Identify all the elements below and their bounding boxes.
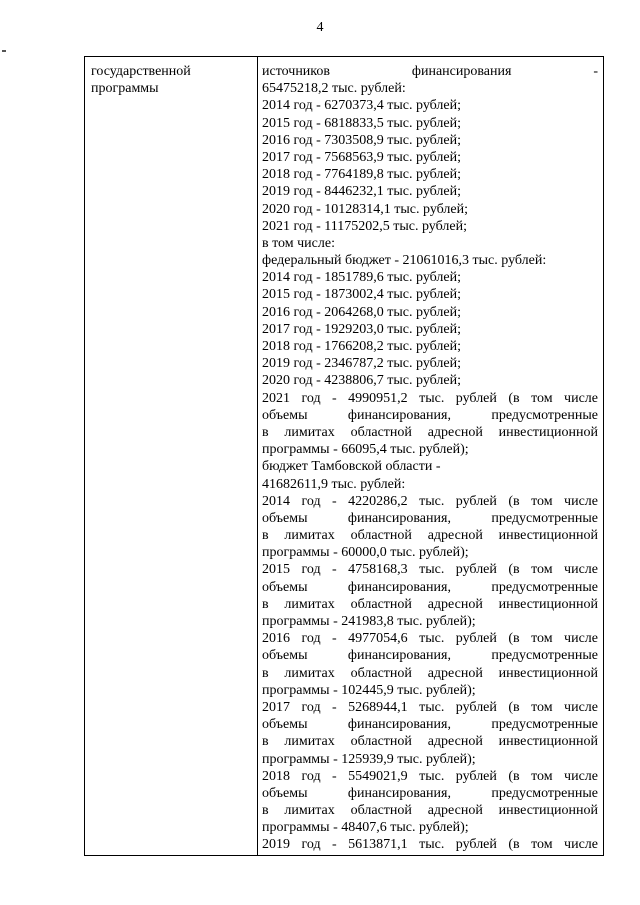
funding-line: объемы финансирования, предусмотренные xyxy=(262,579,598,595)
funding-line: бюджет Тамбовской области - xyxy=(262,459,441,475)
column-divider xyxy=(257,57,258,855)
label-line-1: государственной xyxy=(91,64,191,79)
funding-line: 2016 год - 2064268,0 тыс. рублей; xyxy=(262,304,462,320)
funding-line: программы - 102445,9 тыс. рублей); xyxy=(262,682,476,698)
funding-line: 2020 год - 10128314,1 тыс. рублей; xyxy=(262,201,469,217)
funding-line: объемы финансирования, предусмотренные xyxy=(262,648,598,664)
funding-line: программы - 60000,0 тыс. рублей); xyxy=(262,545,469,561)
funding-line: в лимитах областной адресной инвестиционной xyxy=(262,596,598,612)
funding-line: в лимитах областной адресной инвестиционной xyxy=(262,665,598,681)
funding-line: в лимитах областной адресной инвестиционной xyxy=(262,803,598,819)
funding-line: 65475218,2 тыс. рублей: xyxy=(262,81,406,97)
funding-line: программы - 66095,4 тыс. рублей); xyxy=(262,442,469,458)
funding-line: 2015 год - 4758168,3 тыс. рублей (в том числе xyxy=(262,562,598,578)
funding-line: 2017 год - 5268944,1 тыс. рублей (в том числе xyxy=(262,699,598,715)
funding-line: 2015 год - 6818833,5 тыс. рублей; xyxy=(262,115,462,131)
funding-line: объемы финансирования, предусмотренные xyxy=(262,717,598,733)
funding-line: объемы финансирования, предусмотренные xyxy=(262,785,598,801)
funding-line: 2015 год - 1873002,4 тыс. рублей; xyxy=(262,287,462,303)
program-label-cell xyxy=(91,63,251,97)
page-number: 4 xyxy=(316,20,324,35)
funding-line: 2016 год - 7303508,9 тыс. рублей; xyxy=(262,132,462,148)
funding-line: программы - 241983,8 тыс. рублей); xyxy=(262,614,476,629)
funding-line: в лимитах областной адресной инвестиционной xyxy=(262,734,598,750)
program-table xyxy=(84,56,604,856)
funding-line: 41682611,9 тыс. рублей: xyxy=(262,476,406,492)
funding-line: 2018 год - 7764189,8 тыс. рублей; xyxy=(262,167,462,183)
funding-line: в лимитах областной адресной инвестиционной xyxy=(262,424,598,440)
funding-line: 2019 год - 5613871,1 тыс. рублей (в том числе xyxy=(262,837,598,853)
funding-line: объемы финансирования, предусмотренные xyxy=(262,407,598,423)
funding-line: 2014 год - 1851789,6 тыс. рублей; xyxy=(262,270,462,286)
funding-line: 2014 год - 4220286,2 тыс. рублей (в том числе xyxy=(262,493,598,509)
funding-line: 2017 год - 1929203,0 тыс. рублей; xyxy=(262,321,462,337)
funding-line: 2021 год - 4990951,2 тыс. рублей (в том числе xyxy=(262,390,598,406)
funding-line: программы - 125939,9 тыс. рублей); xyxy=(262,751,476,767)
funding-line: объемы финансирования, предусмотренные xyxy=(262,510,598,526)
funding-line: программы - 48407,6 тыс. рублей); xyxy=(262,820,469,836)
funding-line: федеральный бюджет - 21061016,3 тыс. рублей: xyxy=(262,253,547,269)
funding-line: в лимитах областной адресной инвестиционной xyxy=(262,528,598,544)
funding-line: 2017 год - 7568563,9 тыс. рублей; xyxy=(262,149,462,165)
funding-line: 2018 год - 5549021,9 тыс. рублей (в том числе xyxy=(262,768,598,784)
funding-line: 2021 год - 11175202,5 тыс. рублей; xyxy=(262,218,467,234)
funding-line: 2019 год - 2346787,2 тыс. рублей; xyxy=(262,356,462,372)
funding-line: 2018 год - 1766208,2 тыс. рублей; xyxy=(262,339,462,354)
funding-line: 2016 год - 4977054,6 тыс. рублей (в том числе xyxy=(262,631,598,647)
funding-text-cell xyxy=(262,63,598,854)
funding-line: 2014 год - 6270373,4 тыс. рублей; xyxy=(262,98,462,114)
funding-line: в том числе: xyxy=(262,235,335,251)
funding-line: 2020 год - 4238806,7 тыс. рублей; xyxy=(262,373,462,389)
funding-line: 2019 год - 8446232,1 тыс. рублей; xyxy=(262,184,462,200)
label-line-2: программы xyxy=(91,81,159,96)
funding-line: источников финансирования - xyxy=(262,64,598,79)
margin-mark xyxy=(2,50,6,52)
